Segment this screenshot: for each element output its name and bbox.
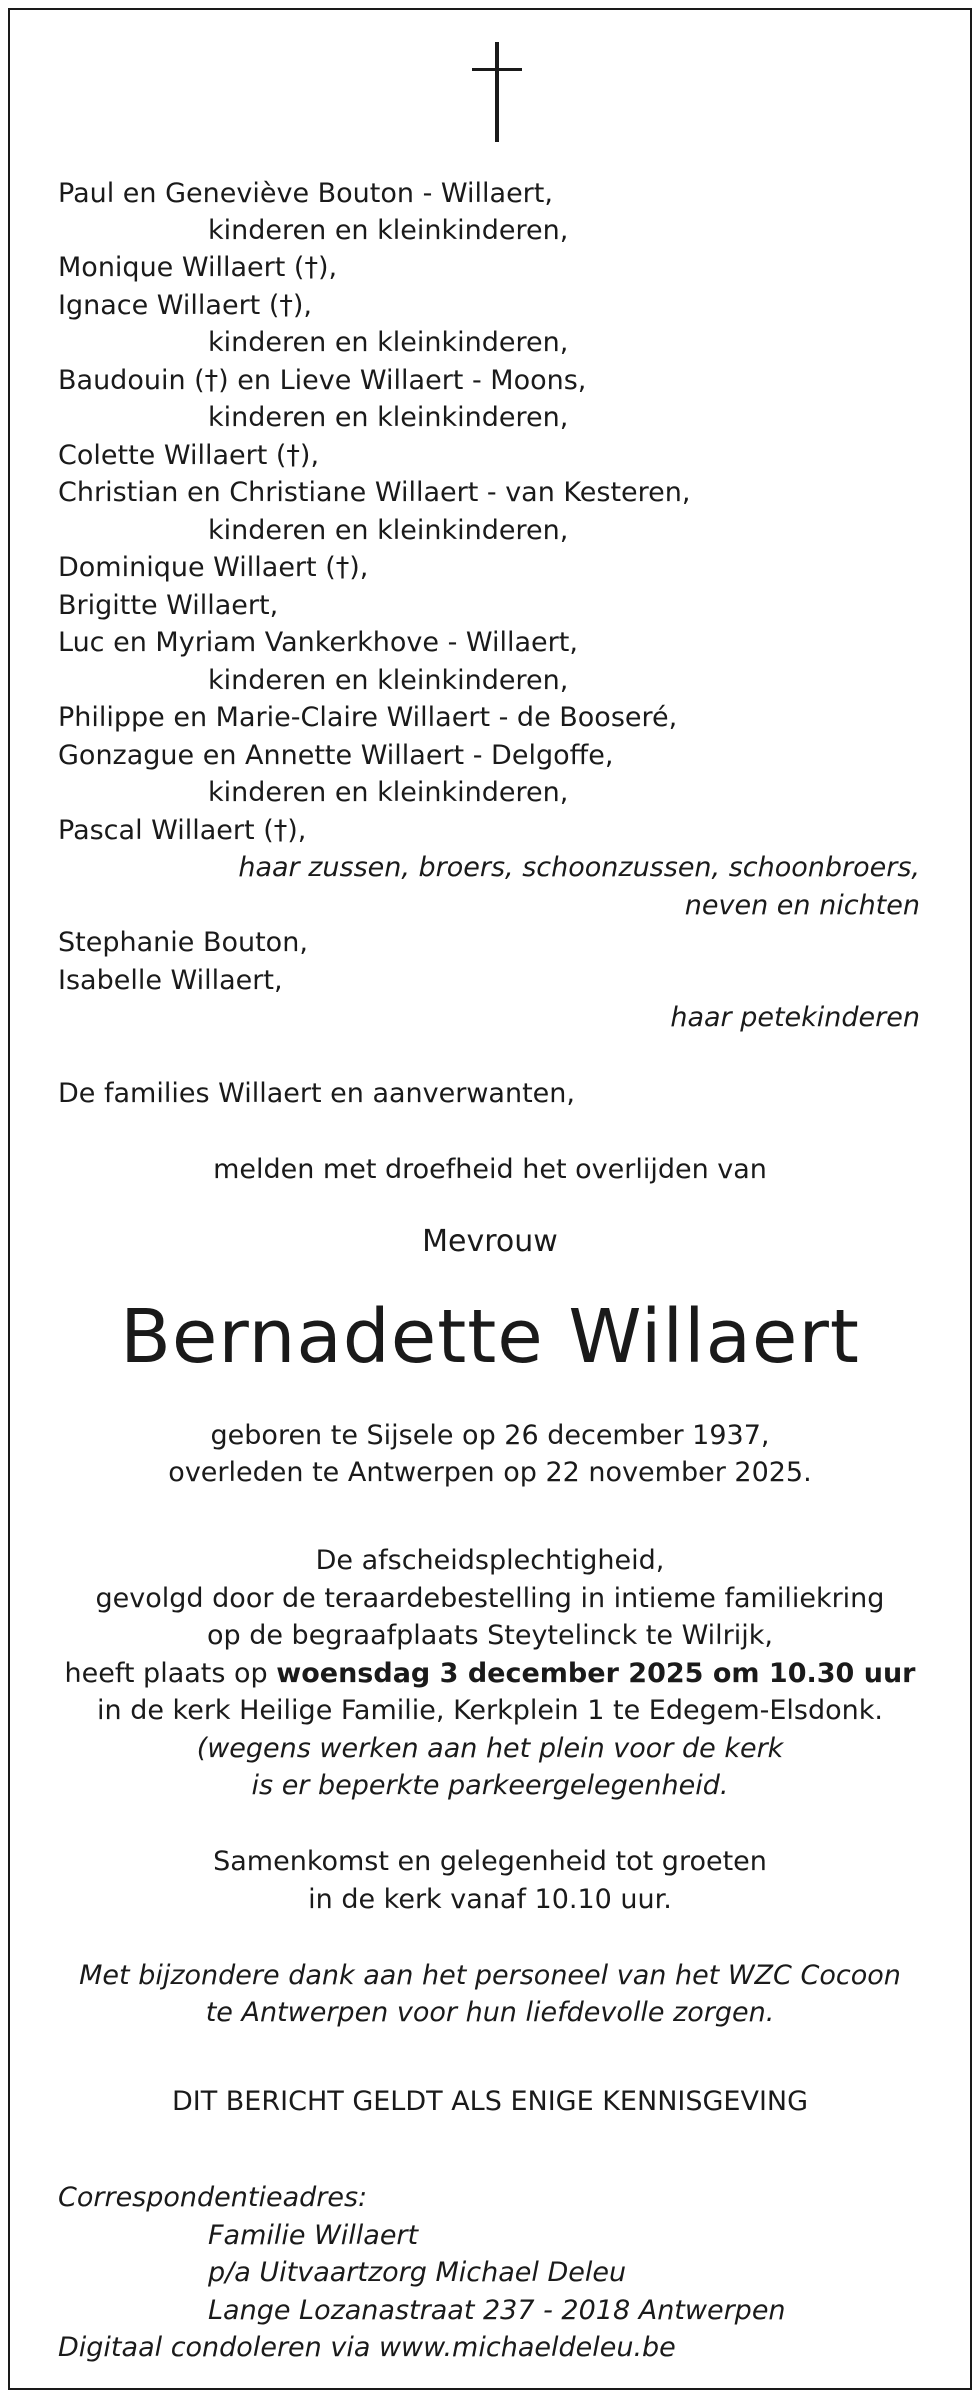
family-line: kinderen en kleinkinderen, xyxy=(208,777,569,808)
family-line: kinderen en kleinkinderen, xyxy=(208,515,569,546)
godchildren-caption: haar petekinderen xyxy=(670,1002,920,1033)
latin-cross-icon xyxy=(472,42,522,142)
deceased-name: Bernadette Willaert xyxy=(120,1294,860,1380)
siblings-caption: haar zussen, broers, schoonzussen, schoonbroers, xyxy=(238,852,920,883)
family-line: Dominique Willaert (†), xyxy=(58,552,369,583)
birth-line: geboren te Sijsele op 26 december 1937, xyxy=(210,1420,770,1451)
correspondence-label: Correspondentieadres: xyxy=(58,2182,368,2213)
family-line: Luc en Myriam Vankerkhove - Willaert, xyxy=(58,627,578,658)
godchild-line: Stephanie Bouton, xyxy=(58,927,308,958)
family-line: Baudouin (†) en Lieve Willaert - Moons, xyxy=(58,365,587,396)
correspondence-address: Lange Lozanastraat 237 - 2018 Antwerpen xyxy=(208,2295,786,2326)
family-line: kinderen en kleinkinderen, xyxy=(208,665,569,696)
family-line: Paul en Geneviève Bouton - Willaert, xyxy=(58,178,553,209)
family-line: Ignace Willaert (†), xyxy=(58,290,312,321)
ceremony-line: op de begraafplaats Steytelinck te Wilrijk, xyxy=(206,1620,774,1651)
family-line: kinderen en kleinkinderen, xyxy=(208,327,569,358)
announcement-intro: melden met droefheid het overlijden van xyxy=(213,1154,767,1185)
family-line: Gonzague en Annette Willaert - Delgoffe, xyxy=(58,740,614,771)
thanks-line: te Antwerpen voor hun liefdevolle zorgen. xyxy=(205,1997,775,2028)
correspondence-care-of: p/a Uitvaartzorg Michael Deleu xyxy=(208,2257,627,2288)
death-line: overleden te Antwerpen op 22 november 2025. xyxy=(168,1457,812,1488)
ceremony-date: woensdag 3 december 2025 om 10.30 uur xyxy=(276,1658,916,1689)
family-line: Pascal Willaert (†), xyxy=(58,815,307,846)
parking-note: (wegens werken aan het plein voor de kerk xyxy=(196,1733,784,1764)
correspondence-name: Familie Willaert xyxy=(208,2220,419,2251)
obituary-card xyxy=(8,8,972,2390)
ceremony-line: De afscheidsplechtigheid, xyxy=(315,1545,665,1576)
godchild-line: Isabelle Willaert, xyxy=(58,965,283,996)
siblings-caption: neven en nichten xyxy=(684,890,920,921)
family-line: kinderen en kleinkinderen, xyxy=(208,402,569,433)
ceremony-line: in de kerk Heilige Familie, Kerkplein 1 te Edegem-Elsdonk. xyxy=(97,1695,883,1726)
family-line: Philippe en Marie-Claire Willaert - de Booseré, xyxy=(58,702,678,733)
ceremony-line: gevolgd door de teraardebestelling in intieme familiekring xyxy=(95,1583,885,1614)
parking-note: is er beperkte parkeergelegenheid. xyxy=(251,1770,729,1801)
family-line: kinderen en kleinkinderen, xyxy=(208,215,569,246)
ceremony-prefix: heeft plaats op xyxy=(64,1658,268,1689)
family-line: Monique Willaert (†), xyxy=(58,252,338,283)
ceremony-date-line xyxy=(10,1656,970,1692)
online-condolence: Digitaal condoleren via www.michaeldeleu.be xyxy=(58,2332,676,2363)
gathering-line: Samenkomst en gelegenheid tot groeten xyxy=(213,1846,767,1877)
gathering-line: in de kerk vanaf 10.10 uur. xyxy=(308,1884,672,1915)
thanks-line: Met bijzondere dank aan het personeel van het WZC Cocoon xyxy=(79,1960,901,1991)
family-line: Colette Willaert (†), xyxy=(58,440,320,471)
honorific: Mevrouw xyxy=(422,1224,558,1259)
family-line: Christian en Christiane Willaert - van Kesteren, xyxy=(58,477,691,508)
families-line: De families Willaert en aanverwanten, xyxy=(58,1078,575,1109)
family-line: Brigitte Willaert, xyxy=(58,590,279,621)
notice-line: DIT BERICHT GELDT ALS ENIGE KENNISGEVING xyxy=(171,2086,809,2117)
